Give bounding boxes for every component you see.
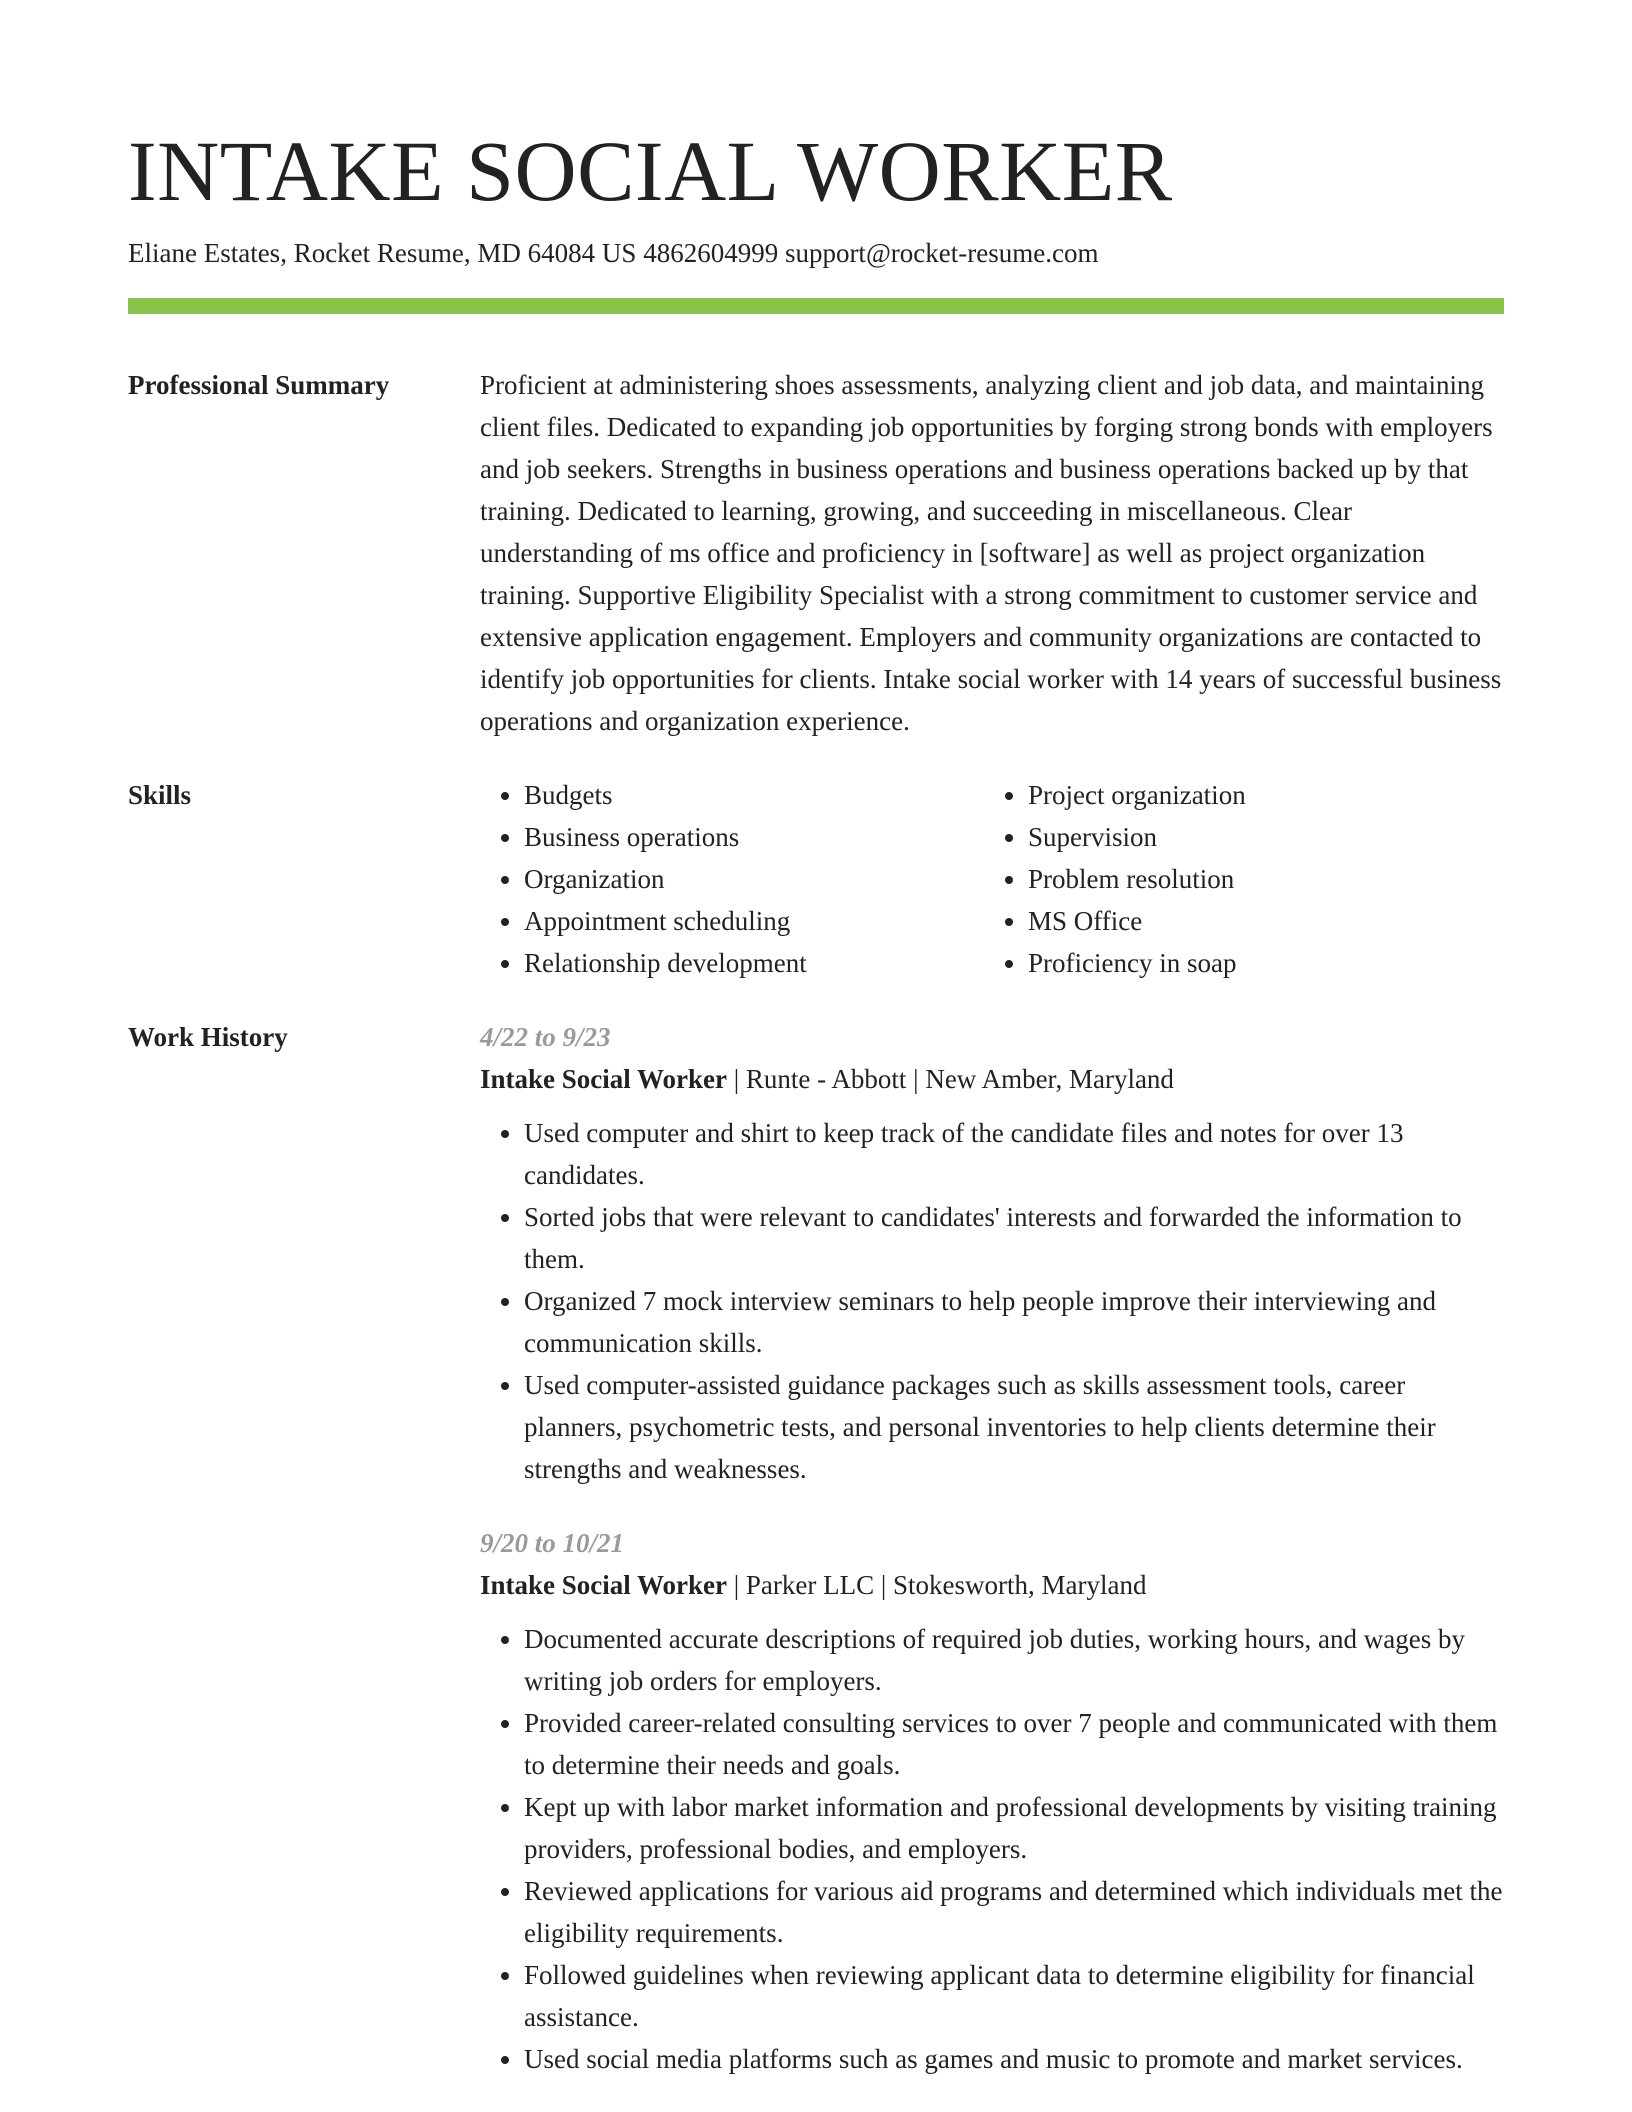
skill-item: • MS Office [1028, 900, 1246, 942]
skill-item: • Problem resolution [1028, 858, 1246, 900]
job-duty: • Used social media platforms such as games and music to promote and market services. [524, 2038, 1504, 2080]
skills-column-2 [984, 774, 1246, 984]
job-duty: • Reviewed applications for various aid programs and determined which individuals met the eligibility requirements. [524, 1870, 1504, 1954]
contact-address: Eliane Estates, Rocket Resume, MD 64084 US [128, 238, 637, 268]
skill-item: • Budgets [524, 774, 984, 816]
work-history-heading: Work History [128, 1022, 288, 1052]
skill-item: • Relationship development [524, 942, 984, 984]
job-details: | Runte - Abbott | New Amber, Maryland [733, 1064, 1174, 1094]
skill-item: • Supervision [1028, 816, 1246, 858]
contact-line [128, 236, 1504, 270]
job-title: Intake Social Worker [480, 1064, 728, 1094]
job-duty: • Documented accurate descriptions of required job duties, working hours, and wages by writing job orders for employers. [524, 1618, 1504, 1702]
skill-item: • Appointment scheduling [524, 900, 984, 942]
skill-item: • Proficiency in soap [1028, 942, 1246, 984]
job-heading [480, 1058, 1504, 1100]
work-history-list [480, 1016, 1504, 2080]
skill-item: • Project organization [1028, 774, 1246, 816]
job-duty: • Used computer-assisted guidance packages such as skills assessment tools, career planners, psychometric tests, and personal inventories to help clients determine their strengths and weaknesses. [524, 1364, 1504, 1490]
skills-section [128, 774, 1504, 984]
job-duty: • Sorted jobs that were relevant to candidates' interests and forwarded the information to them. [524, 1196, 1504, 1280]
summary-section [128, 364, 1504, 742]
job-duties [480, 1618, 1504, 2080]
skills-list [480, 774, 1504, 984]
resume-page [128, 0, 1504, 2080]
contact-email: support@rocket-resume.com [784, 238, 1099, 268]
skills-heading: Skills [128, 780, 192, 810]
summary-heading: Professional Summary [128, 370, 390, 400]
job-duty: • Kept up with labor market information and professional developments by visiting training providers, professional bodies, and employers. [524, 1786, 1504, 1870]
contact-phone: 4862604999 [643, 238, 779, 268]
summary-text: Proficient at administering shoes assessments, analyzing client and job data, and maintaining client files. Dedicated to expanding job opportunities by forging strong bonds with employers and job seekers. Strengths in business operations and business operations backed up by that training. Dedicated to learning, growing, and succeeding in miscellaneous. Clear understanding of ms office and proficiency in [software] as well as project organization training. Supportive Eligibility Specialist with a strong commitment to customer service and extensive application engagement. Employers and community organizations are contacted to identify job opportunities for clients. Intake social worker with 14 years of successful business operations and organization experience. [480, 370, 1502, 736]
job-dates: 9/20 to 10/21 [480, 1528, 625, 1558]
job-duty: • Provided career-related consulting services to over 7 people and communicated with them to determine their needs and goals. [524, 1702, 1504, 1786]
job-heading [480, 1564, 1504, 1606]
job-entry [480, 1522, 1504, 2080]
job-duty: • Followed guidelines when reviewing applicant data to determine eligibility for financial assistance. [524, 1954, 1504, 2038]
job-title: Intake Social Worker [480, 1570, 728, 1600]
job-details: | Parker LLC | Stokesworth, Maryland [733, 1570, 1147, 1600]
header-divider [128, 298, 1504, 314]
job-duty: • Organized 7 mock interview seminars to help people improve their interviewing and communication skills. [524, 1280, 1504, 1364]
job-duties [480, 1112, 1504, 1490]
job-entry [480, 1016, 1504, 1490]
candidate-name: INTAKE SOCIAL WORKER [128, 123, 1173, 219]
work-history-section [128, 1016, 1504, 2080]
skill-item: • Organization [524, 858, 984, 900]
job-duty: • Used computer and shirt to keep track of the candidate files and notes for over 13 candidates. [524, 1112, 1504, 1196]
job-dates: 4/22 to 9/23 [480, 1022, 611, 1052]
skills-column-1 [480, 774, 984, 984]
skill-item: • Business operations [524, 816, 984, 858]
